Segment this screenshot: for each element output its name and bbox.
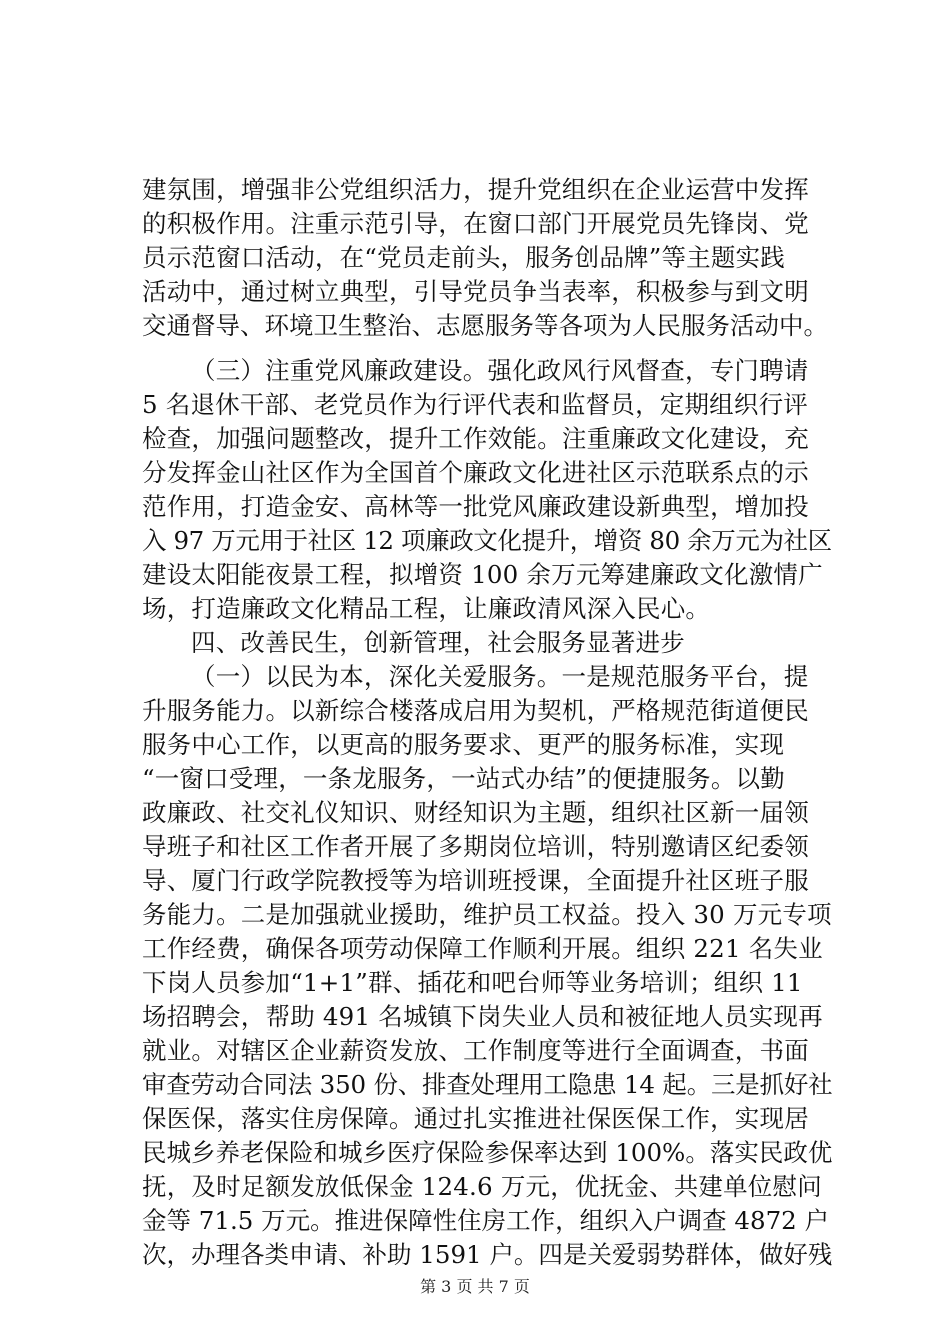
text-line: 场招聘会，帮助 491 名城镇下岗失业人员和被征地人员实现再 xyxy=(142,1002,823,1031)
paragraph-3 xyxy=(142,660,832,1272)
text-line: 交通督导、环境卫生整治、志愿服务等各项为人民服务活动中。 xyxy=(142,311,828,340)
text-line: 保医保，落实住房保障。通过扎实推进社保医保工作，实现居 xyxy=(142,1104,809,1133)
text-line: 服务中心工作，以更高的服务要求、更严的服务标准，实现 xyxy=(142,730,785,759)
text-line: “一窗口受理，一条龙服务，一站式办结”的便捷服务。以勤 xyxy=(142,764,785,793)
text-line: （三）注重党风廉政建设。强化政风行风督查，专门聘请 xyxy=(191,356,809,385)
text-line: 分发挥金山社区作为全国首个廉政文化进社区示范联系点的示 xyxy=(142,458,809,487)
text-line: 范作用，打造金安、高林等一批党风廉政建设新典型，增加投 xyxy=(142,492,809,521)
text-line: 次，办理各类申请、补助 1591 户。四是关爱弱势群体，做好残 xyxy=(142,1240,832,1269)
text-line: 导班子和社区工作者开展了多期岗位培训，特别邀请区纪委领 xyxy=(142,832,809,861)
page-number: 第 3 页 共 7 页 xyxy=(420,1277,530,1296)
text-line: 务能力。二是加强就业援助，维护员工权益。投入 30 万元专项 xyxy=(142,900,832,929)
paragraph-1 xyxy=(142,173,832,343)
text-line: 导、厦门行政学院教授等为培训班授课，全面提升社区班子服 xyxy=(142,866,809,895)
text-line: 审查劳动合同法 350 份、排查处理用工隐患 14 起。三是抓好社 xyxy=(142,1070,832,1099)
text-line: 工作经费，确保各项劳动保障工作顺利开展。组织 221 名失业 xyxy=(142,934,823,963)
text-line: （一）以民为本，深化关爱服务。一是规范服务平台，提 xyxy=(191,662,809,691)
text-line: 升服务能力。以新综合楼落成启用为契机，严格规范街道便民 xyxy=(142,696,809,725)
text-line: 金等 71.5 万元。推进保障性住房工作，组织入户调查 4872 户 xyxy=(142,1206,830,1235)
page-footer xyxy=(0,1274,950,1297)
text-line: 员示范窗口活动，在“党员走前头，服务创品牌”等主题实践 xyxy=(142,243,785,272)
text-line: 的积极作用。注重示范引导，在窗口部门开展党员先锋岗、党 xyxy=(142,209,809,238)
text-line: 5 名退休干部、老党员作为行评代表和监督员，定期组织行评 xyxy=(142,390,808,419)
text-line: 抚，及时足额发放低保金 124.6 万元，优抚金、共建单位慰问 xyxy=(142,1172,822,1201)
text-line: 场，打造廉政文化精品工程，让廉政清风深入民心。 xyxy=(142,594,711,623)
text-line: 建氛围，增强非公党组织活力，提升党组织在企业运营中发挥 xyxy=(142,175,809,204)
text-line: 入 97 万元用于社区 12 项廉政文化提升，增资 80 余万元为社区 xyxy=(142,526,832,555)
text-line: 检查，加强问题整改，提升工作效能。注重廉政文化建设，充 xyxy=(142,424,809,453)
text-line: 下岗人员参加“1+1”群、插花和吧台师等业务培训；组织 11 xyxy=(142,968,803,997)
text-line: 就业。对辖区企业薪资发放、工作制度等进行全面调查，书面 xyxy=(142,1036,809,1065)
text-line: 政廉政、社交礼仪知识、财经知识为主题，组织社区新一届领 xyxy=(142,798,809,827)
text-line: 活动中，通过树立典型，引导党员争当表率，积极参与到文明 xyxy=(142,277,809,306)
paragraph-2 xyxy=(142,354,832,626)
heading-line: 四、改善民生，创新管理，社会服务显著进步 xyxy=(191,628,685,657)
section-heading xyxy=(142,626,832,660)
text-line: 民城乡养老保险和城乡医疗保险参保率达到 100%。落实民政优 xyxy=(142,1138,832,1167)
text-line: 建设太阳能夜景工程，拟增资 100 余万元筹建廉政文化激情广 xyxy=(142,560,823,589)
